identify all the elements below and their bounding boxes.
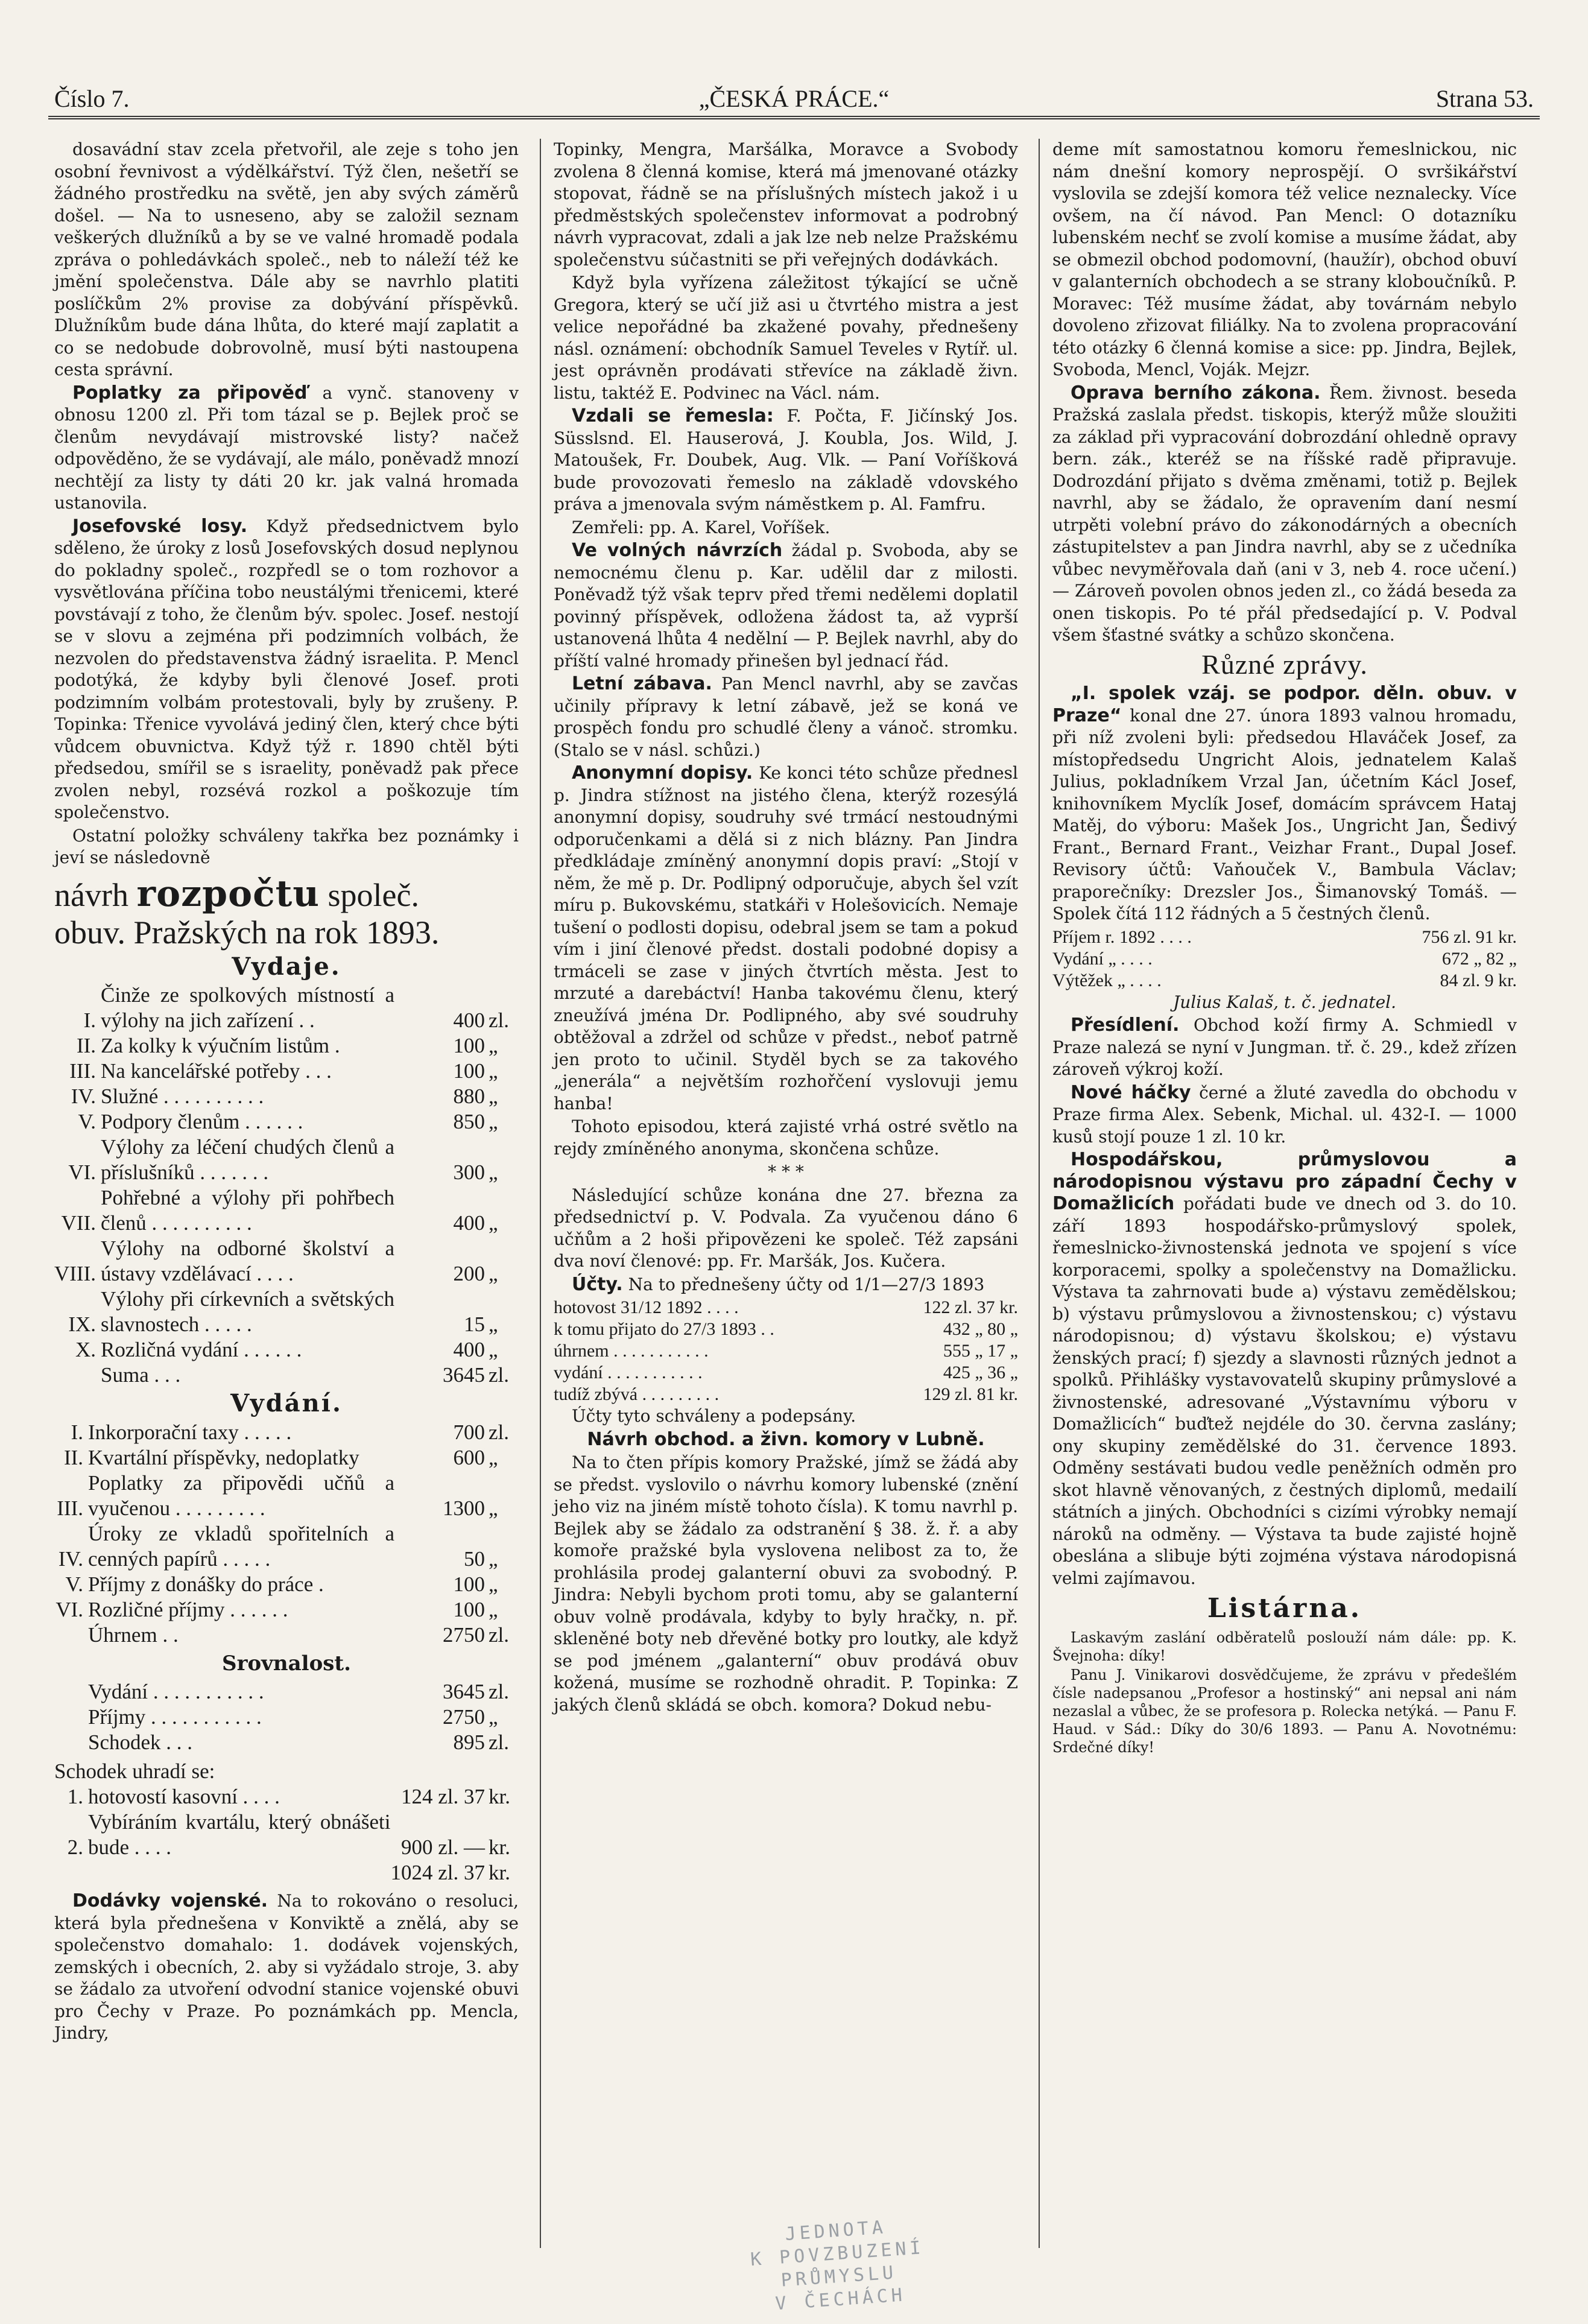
row-unit: „ <box>489 1572 498 1596</box>
row-value: 432 „ 80 „ <box>943 1319 1018 1339</box>
row-value: 100 <box>453 1597 485 1621</box>
row-unit: „ <box>489 1262 498 1285</box>
row-unit: „ <box>489 1496 498 1520</box>
row-value: 555 „ 17 „ <box>943 1341 1018 1361</box>
row-value: 300 <box>453 1160 485 1184</box>
table-row <box>54 1109 519 1135</box>
table-row <box>54 1784 519 1809</box>
section-heading: Hospodářskou, průmyslovou a národopisnou výstavu pro západní Čechy v Domažlicích <box>1052 1149 1517 1214</box>
row-number: IV. <box>58 1547 83 1571</box>
section-heading: Nové háčky <box>1071 1081 1191 1103</box>
section-heading: Josefovské losy. <box>72 515 248 537</box>
row-number: V. <box>65 1572 83 1596</box>
row-value: 2750 <box>443 1623 485 1647</box>
row-number: II. <box>76 1034 96 1057</box>
row-unit: zl. <box>489 1420 510 1444</box>
row-value: 100 <box>453 1572 485 1596</box>
row-number: V. <box>78 1110 96 1133</box>
row-unit: „ <box>489 1312 498 1336</box>
page-number: Strana 53. <box>1435 85 1534 112</box>
paragraph: Zemřeli: pp. A. Karel, Voříšek. <box>572 517 830 537</box>
row-label: Kvartální příspěvky, nedoplatky <box>88 1445 359 1469</box>
paragraph: Vzdali se řemesla: F. Počta, F. Jičínský Jos. Süsslsnd. El. Hauserová, J. Koubla, Jos. Wild, J. Matoušek, Fr. Doubek, Aug. Vlk. — Paní Voříšková bude provozovati řemeslo na základě vdovského práva a jmenovala svým náměstkem p. Al. Famfru. <box>554 405 1019 514</box>
paragraph: Nové háčky černé a žluté zavedla do obchodu v Praze firma Alex. Sebenk, Michal. ul. 432-I. — 1000 kusů stojí pouze 1 zl. 10 kr. <box>1052 1081 1517 1147</box>
table-row <box>54 1337 519 1363</box>
paragraph: „I. spolek vzáj. se podpor. děln. obuv. v Praze“ konal dne 27. února 1893 valnou hromadu, při níž zvoleni byli: předsedou Hlaváček Josef, za místopředsedu Ungricht Alois, jednatelem Kalaš Julius, pokladníkem Vrzal Jan, účetním Kácl Josef, knihovníkem Myclík Josef, domácím správcem Hataj Matěj, do výboru: Mašek Jos., Ungricht Jan, Šedivý Frant., Bernard Frant., Veizhar Frant., Dupal Josef. Revisory účtů: Vaňouček V., Bambula Václav; praporečníky: Drezsler Jos., Šimanovský Tomáš. — Spolek čítá 112 řádných a 5 čestných členů. <box>1052 683 1517 923</box>
row-label: Pohřebné a výlohy při pohřbech členů . . . . . . . . . . <box>101 1186 394 1235</box>
row-number: VI. <box>68 1160 96 1184</box>
row-value: 900 zl. — <box>400 1835 485 1859</box>
column-divider <box>1039 139 1040 2248</box>
row-value: 672 „ 82 „ <box>1441 948 1517 969</box>
row-unit: „ <box>489 1110 498 1133</box>
row-number: I. <box>71 1420 83 1444</box>
row-unit: zl. <box>489 1680 510 1703</box>
row-value: 84 zl. 9 kr. <box>1440 970 1517 990</box>
row-label: Příjmy z donášky do práce . <box>88 1572 324 1596</box>
row-value: 400 <box>453 1338 485 1361</box>
row-unit: „ <box>489 1547 498 1571</box>
row-value: 50 <box>464 1547 485 1571</box>
misc-news-heading: Různé zprávy. <box>1201 648 1368 680</box>
row-unit: kr. <box>489 1835 510 1859</box>
journal-title: „ČESKÁ PRÁCE.“ <box>698 85 890 112</box>
income-table <box>54 1420 519 1648</box>
table-row <box>54 1084 519 1109</box>
row-value: 600 <box>453 1445 485 1469</box>
table-row <box>554 1319 1018 1340</box>
row-unit: zl. <box>489 1008 510 1032</box>
row-unit: „ <box>489 1160 498 1184</box>
paragraph: Na to čten přípis komory Pražské, jímž se žádá aby se předst. vyslovilo o návrhu komory lubenské (znění jeho viz na jiném místě tohoto čísla). K tomu navrhl p. Bejlek aby se žádalo za odstranění § 38. ž. ř. a aby komoře pražské byla vyslovena nelibost za to, že prohlásila prodej galanterní obuvi za svobodný. P. Jindra: Nebyli bychom proti tomu, aby se galanterní obuv volně prodávala, kdyby to byly hračky, n. př. skleněné boty neb dřevěné botky pro loutky, ale když se pod jménem „galanterní“ obuv prodává obuv kožená, musíme se rozhodně ohradit. P. Topinka: Z jakých členů skládá se obch. komora? Dokud nebu- <box>554 1452 1018 1715</box>
table-row <box>54 1623 519 1648</box>
paragraph: Topinky, Mengra, Maršálka, Moravce a Svobody zvolena 8 členná komise, která má jmenované otázky stopovat, řádně se na příslušných místech jakož i u předměstských společenstev informovat a podrobný návrh vypracovat, zdali a jak lze neb nelze Pražskému společenstvu súčastniti se při veřejných dodávkách. <box>554 139 1018 270</box>
row-label: Výlohy při církevních a světských slavnostech . . . . . <box>101 1287 394 1336</box>
row-value: 895 <box>453 1730 485 1754</box>
row-label: Příjem r. 1892 . . . . <box>1052 926 1192 947</box>
column-2 <box>554 139 1018 1717</box>
row-label: Vybíráním kvartálu, který obnášeti bude . . . . <box>88 1810 391 1859</box>
table-row <box>1052 926 1517 948</box>
row-value: 1300 <box>443 1496 485 1520</box>
row-value: 200 <box>453 1262 485 1285</box>
row-number <box>54 1679 88 1705</box>
row-unit: „ <box>489 1705 498 1729</box>
expenses-heading: Vydaje. <box>232 952 341 981</box>
table-row <box>1052 970 1517 992</box>
row-number: III. <box>57 1496 83 1520</box>
row-number <box>54 1860 88 1885</box>
row-unit: „ <box>489 1034 498 1057</box>
row-value: 400 <box>453 1211 485 1235</box>
row-label: Vydání „ . . . . <box>1052 948 1153 969</box>
table-row <box>554 1384 1018 1405</box>
header-rule <box>48 116 1540 119</box>
table-row <box>54 1471 519 1521</box>
signature: Julius Kalaš, t. č. jednatel. <box>1172 992 1396 1012</box>
row-value: 700 <box>453 1420 485 1444</box>
row-label: tudíž zbývá . . . . . . . . . <box>554 1384 720 1404</box>
row-value: 122 zl. 37 kr. <box>923 1297 1018 1317</box>
paragraph: Anonymní dopisy. Ke konci této schůze přednesl p. Jindra stížnost na jistého člena, kterýž rozesýlá anonymní dopisy, soudruhy své trmácí nestoudnými odporučenkami a dělá si z nich blázny. Pan Jindra předkládaje zmíněný anonymní dopis praví: „Stojí v něm, že mě p. Dr. Podlipný odporučuje, abych šel vzít míru p. Bukovskému, statkáři v Holešovicích. Nemaje tušení o podlosti dopisu, odebral jsem se tam a pokud vím i jiní členové předst. dostali podobné dopisy a trmáceli se zase v jiných čtvrtích města. Jest to mrzuté a darebáctví! Hanba takovému členu, který zneužívá jména Dr. Podlipného, aby své soudruhy obtěžoval a zdržel od schůze v předst., neboť patrně jen proto to učinil. Styděl bych se za takového „jenerála“ a největším rozhořčení vyslovuji jemu hanba! <box>554 762 1018 1113</box>
paragraph: Ostatní položky schváleny takřka bez poznámky i jeví se následovně <box>54 825 519 867</box>
paragraph: Poplatky za připověď a vynč. stanoveny v obnosu 1200 zl. Při tom tázal se p. Bejlek proč se členům nevydávají mistrovské listy? načež odpověděno, že se vydávají, ale málo, poněvadž mnozí nechtějí za listy ty dáti 20 kr. jak valná hromada ustanovila. <box>54 382 519 513</box>
paragraph: Ve volných návrzích žádal p. Svoboda, aby se nemocnému členu p. Kar. udělil dar z milosti. Poněvadž týž však teprv před třemi nedělemi doplatil povinný příspěvek, odložena žádost ta, až vyprší ustanovená lhůta 4 nedělní — P. Bejlek navrhl, aby do příští valné hromady přinešen byl jednací řád. <box>554 540 1018 671</box>
section-heading: Oprava berního zákona. <box>1071 382 1321 404</box>
table-row <box>54 1597 519 1623</box>
row-number <box>54 1363 101 1388</box>
row-label: vydání . . . . . . . . . . . <box>554 1363 703 1382</box>
table-row <box>554 1297 1018 1319</box>
section-heading: Návrh obchod. a živn. komory v Lubně. <box>587 1428 985 1450</box>
table-row <box>54 983 519 1033</box>
table-row <box>54 1445 519 1471</box>
row-number: X. <box>75 1338 96 1361</box>
row-value: 1024 zl. 37 <box>390 1861 485 1884</box>
page-header <box>48 72 1540 121</box>
row-value: 2750 <box>443 1705 485 1729</box>
row-unit: kr. <box>489 1861 510 1884</box>
paragraph: Tohoto episodou, která zajisté vrhá ostré světlo na rejdy zmíněného anonyma, skončena schůze. <box>554 1116 1018 1159</box>
table-row <box>554 1340 1018 1362</box>
budget-title: návrh rozpočtu společ. obuv. Pražských na rok 1893. <box>54 872 440 951</box>
row-value: 425 „ 36 „ <box>943 1363 1018 1382</box>
row-label: Činže ze spolkových místností a výlohy na jich zařízení . . <box>101 983 394 1032</box>
table-row <box>54 1420 519 1445</box>
row-unit: „ <box>489 1445 498 1469</box>
row-number: 2. <box>67 1835 83 1859</box>
row-value: 756 zl. 91 kr. <box>1422 926 1517 947</box>
paragraph: Letní zábava. Pan Mencl navrhl, aby se zavčas učinily přípravy k letní zábavě, jež se koná ve prospěch fondu pro schudlé členy a vánoč. stromku. (Stalo se v násl. schůzi.) <box>554 673 1018 760</box>
table-row <box>54 1521 519 1572</box>
accounts-table <box>554 1297 1018 1405</box>
section-heading: Vzdali se řemesla: <box>572 405 774 426</box>
society-accounts-table <box>1052 926 1517 992</box>
table-row <box>54 1059 519 1084</box>
section-heading: Přesídlení. <box>1071 1015 1180 1036</box>
paragraph: Následující schůze konána dne 27. března za předsednictví p. V. Podvala. Za vyučenou dáno 6 učňům a 2 hoši připovězeni ke společ. Též zapsáni dva noví členové: pp. Fr. Maršák, Jos. Kučera. <box>554 1185 1018 1271</box>
row-label: Výlohy na odborné školství a ústavy vzdělávací . . . . <box>101 1236 394 1285</box>
column-1 <box>54 139 519 2046</box>
row-label: Poplatky za připovědi učňů a vyučenou . . . . . . . . . <box>88 1471 394 1520</box>
table-row <box>54 1287 519 1337</box>
row-value: 15 <box>464 1312 485 1336</box>
table-row <box>54 1135 519 1185</box>
row-unit: zl. <box>489 1623 510 1647</box>
row-value: 880 <box>453 1084 485 1108</box>
paragraph: Účty tyto schváleny a podepsány. <box>572 1406 856 1426</box>
row-value: 850 <box>453 1110 485 1133</box>
row-number <box>54 1705 88 1730</box>
table-row <box>54 1236 519 1287</box>
section-heading: Poplatky za připověď <box>72 382 308 404</box>
row-value: 3645 <box>443 1680 485 1703</box>
row-label: k tomu přijato do 27/3 1893 . . <box>554 1319 774 1339</box>
paragraph: Laskavým zaslání odběratelů poslouží nám dále: pp. K. Švejnoha: díky! <box>1052 1629 1517 1664</box>
row-number: III. <box>69 1059 96 1083</box>
paragraph: Panu J. Vinikarovi dosvědčujeme, že zprávu v předešlém čísle nadepsanou „Profesor a hostinský“ ani nepsal ani nám nezaslal a vůbec, že se profesora p. Rolecka netýká. — Panu F. Haud. v Sád.: Díky do 30/6 1893. — Panu A. Novotnému: Srdečné díky! <box>1052 1666 1517 1756</box>
issue-number: Číslo 7. <box>54 85 130 112</box>
row-label <box>88 1860 390 1885</box>
table-row <box>54 1860 519 1885</box>
row-unit: zl. <box>489 1363 510 1387</box>
row-value: 124 zl. 37 <box>400 1785 485 1808</box>
section-heading: Účty. <box>572 1273 623 1295</box>
section-heading: Dodávky vojenské. <box>72 1890 268 1911</box>
deficit-table <box>54 1784 519 1885</box>
row-unit: „ <box>489 1597 498 1621</box>
row-label: Rozličná vydání . . . . . . <box>101 1338 302 1361</box>
row-number: IV. <box>71 1084 96 1108</box>
library-stamp: JEDNOTA K POVZBUZENÍ PRŮMYSLU V ČECHÁCH <box>750 2217 925 2315</box>
column-3 <box>1052 139 1517 1758</box>
table-row <box>54 1363 519 1388</box>
row-label: Inkorporační taxy . . . . . <box>88 1420 292 1444</box>
paragraph: Josefovské losy. Když předsednictvem bylo sděleno, že úroky z losů Josefovských dosud neplynou do pokladny společ., rozpředl se o tom rozhovor a vysvětlována příčina tobo neustálými třenicemi, které povstávají z toho, že členům býv. spolec. Josef. nestojí se v slovu a zejména při podzimních volbách, že nezvolen do představenstva žádný israelita. P. Mencl podotýká, že kdyby byli členové Josef. proti podzimním volbám protestovali, byly by zrušeny. P. Topinka: Třenice vyvolává jediný člen, který chce býti vůdcem obuvnictva. Když týž r. 1890 chtěl býti předsedou, smířil se s israelity, poněvadž pak přece zvolen nebyl, rozsévá rozkol a poškozuje tím společenstvo. <box>54 515 519 822</box>
table-row <box>54 1809 519 1860</box>
row-label: Podpory členům . . . . . . <box>101 1110 303 1133</box>
paragraph: Když byla vyřízena záležitost týkající se učně Gregora, který se učí již asi u čtvrtého mistra a jest velice nepořádné ba zkažené povahy, přednešeny násl. oznámení: obchodník Samuel Teveles v Rytíř. ul. jest oprávněn prodávati střevíce na základě živn. listu, taktéž E. Podvinec na Václ. nám. <box>554 273 1018 403</box>
row-label: Výtěžek „ . . . . <box>1052 970 1162 990</box>
row-label: Služné . . . . . . . . . . <box>101 1084 264 1108</box>
row-number: VI. <box>55 1597 83 1621</box>
row-label: Výlohy za léčení chudých členů a příslušníků . . . . . . . <box>101 1135 394 1184</box>
row-unit: „ <box>489 1059 498 1083</box>
section-heading: „I. spolek vzáj. se podpor. děln. obuv. v Praze“ <box>1052 683 1517 726</box>
row-unit: „ <box>489 1084 498 1108</box>
table-row <box>54 1185 519 1236</box>
row-number: 1. <box>67 1785 83 1808</box>
row-label: Úhrnem . . <box>88 1623 179 1647</box>
table-row <box>54 1705 519 1730</box>
row-label: Schodek . . . <box>88 1730 193 1754</box>
row-unit: „ <box>489 1211 498 1235</box>
row-number <box>54 1623 88 1648</box>
row-label: Vydání . . . . . . . . . . . <box>88 1680 264 1703</box>
row-label: Úroky ze vkladů spořitelních a cenných papírů . . . . . <box>88 1521 394 1571</box>
row-number <box>54 1730 88 1755</box>
row-value: 129 zl. 81 kr. <box>923 1384 1018 1404</box>
row-value: 100 <box>453 1034 485 1057</box>
income-heading: Vydání. <box>230 1389 343 1417</box>
row-label: Příjmy . . . . . . . . . . . <box>88 1705 262 1729</box>
table-row <box>54 1679 519 1705</box>
row-label: hotovost 31/12 1892 . . . . <box>554 1297 739 1317</box>
row-label: hotovostí kasovní . . . . <box>88 1785 280 1808</box>
paragraph: Oprava berního zákona. Řem. živnost. beseda Pražská zaslala předst. tiskopis, kterýž může sloužiti za základ při vypracování dobrozdání ohledně opravy bern. zák., kteréž se na říšské radě připravuje. Dodrozdání přijato s dvěma změnami, totiž p. Bejlek navrhl, aby se žádalo, že opravením daní nesmí utrpěti volební právo do zákonodárných a obecních zástupitelstev a pan Jindra navrhl, aby se z učedníka vůbec nevyměřovala daň (ani v 3, neb 4. roce učení.) — Zároveň povolen obnos jeden zl., co žádá beseda za onen tiskopis. Po té přál předsedající p. V. Podval všem šťastné svátky a schůzo skončena. <box>1052 382 1517 645</box>
paragraph: Dodávky vojenské. Na to rokováno o resoluci, která byla přednešena v Konviktě a znělá, aby se společenstvo domahalo: 1. dodávek vojenských, zemských i obecních, 2. aby si vyžádalo stroje, 3. aby se žádalo za utvoření odvodní stanice vojenské obuvi pro Čechy v Praze. Po poznámkách pp. Mencla, Jindry, <box>54 1890 519 2043</box>
table-row <box>54 1730 519 1755</box>
section-heading: Ve volných návrzích <box>572 540 783 561</box>
row-unit: „ <box>489 1338 498 1361</box>
row-number: VII. <box>61 1211 96 1235</box>
comparison-table <box>54 1679 519 1755</box>
row-number: II. <box>63 1445 83 1469</box>
separator-stars: * * * <box>768 1162 804 1182</box>
row-label: Rozličné příjmy . . . . . . <box>88 1597 288 1621</box>
row-value: 400 <box>453 1008 485 1032</box>
column-divider <box>540 139 541 2248</box>
paragraph: Hospodářskou, průmyslovou a národopisnou výstavu pro západní Čechy v Domažlicích pořádati bude ve dnech od 3. do 10. září 1893 hospodářsko-průmyslový spolek, řemeslnicko-živnostenská jednota ve spojení s více korporacemi, spolky a společenstvy na Domažlicku. Výstava ta zahrnovati bude a) výstavu zemědělskou; b) výstavu průmyslovou a živnostenskou; c) výstavu národopisnou; d) výstavu školskou; e) výstavu ženských prací; f) sjezdy a slavnosti různých jednot a spolků. Přihlášky vystavovatelů skupiny průmyslové a živnostenské, adresované „Výstavnímu výboru v Domažlicích“ buďtež nejdéle do 30. června zaslány; ony skupiny zemědělské do 31. července 1893. Odměny sestávati budou vedle peněžních odměn pro skot hlavně věnovaných, z čestných diplomů, medailí státních a jiných. Obchodníci s cizími výrobky nemají nároků na odměny. — Výstava ta bude zajisté hojně obeslána a slibuje býti zojména výstava národopisná velmi zajímavou. <box>1052 1149 1517 1588</box>
row-label: úhrnem . . . . . . . . . . . <box>554 1341 709 1361</box>
row-value: 100 <box>453 1059 485 1083</box>
row-label: Suma . . . <box>101 1363 181 1387</box>
row-label: Na kancelářské potřeby . . . <box>101 1059 332 1083</box>
comparison-heading: Srovnalost. <box>222 1651 351 1676</box>
table-row <box>554 1362 1018 1384</box>
paragraph: Přesídlení. Obchod koží firmy A. Schmiedl v Praze nalezá se nyní v Jungman. tř. č. 29., kdež zřízen zároveň výkroj koží. <box>1052 1015 1517 1079</box>
section-heading: Anonymní dopisy. <box>572 762 753 784</box>
row-unit: kr. <box>489 1785 510 1808</box>
row-unit: zl. <box>489 1730 510 1754</box>
table-row <box>54 1572 519 1597</box>
row-number: IX. <box>68 1312 96 1336</box>
paragraph: dosavádní stav zcela přetvořil, ale zeje s toho jen osobní řevnivost a výdělkářství. Týž člen, nešetří se žádného prostředku na světě, jen aby svých záměrů došel. — Na to usneseno, aby se založil seznam veškerých dlužníků a by se ve valné hromadě podala zpráva o pohledávkách společ., neb to náleží též ke jmění společenstva. Dále aby se navrhlo platiti poslíčkům 2% provise za dobývání příspěvků. Dlužníkům bude dána lhůta, do které mají zaplatit a co se nedobude dobrovolně, musí býti nastoupena cesta správní. <box>54 139 519 379</box>
paragraph: Účty. Na to přednešeny účty od 1/1—27/3 1893 <box>572 1273 985 1295</box>
deficit-heading: Schodek uhradí se: <box>54 1759 215 1783</box>
table-row <box>1052 948 1517 970</box>
row-number: VIII. <box>54 1262 96 1285</box>
expenses-table <box>54 983 519 1388</box>
letters-heading: Listárna. <box>1207 1593 1362 1624</box>
row-number: I. <box>83 1008 96 1032</box>
table-row <box>54 1033 519 1059</box>
paragraph: deme mít samostatnou komoru řemeslnickou, nic nám dnešní komory neprospějí. O svršikářství vyslovila se zdejší komora též velice neznalecky. Více ovšem, na čí návod. Pan Mencl: O dotazníku lubenském nechť se zvolí komise a musíme žádat, aby se obmezil obchod podomovní, (haužír), obchod obuví v galanterních obchodech a se strany kloboučníků. P. Moravec: Též musíme žádat, aby továrnám nebylo dovoleno zřizovat filiálky. Na to zvolena propracování této otázky 6 členná komise a sice: pp. Jindra, Bejlek, Svoboda, Mencl, Voják. Mejzr. <box>1052 139 1517 379</box>
row-value: 3645 <box>443 1363 485 1387</box>
row-label: Za kolky k výučním listům . <box>101 1034 340 1057</box>
section-heading: Letní zábava. <box>572 673 712 694</box>
